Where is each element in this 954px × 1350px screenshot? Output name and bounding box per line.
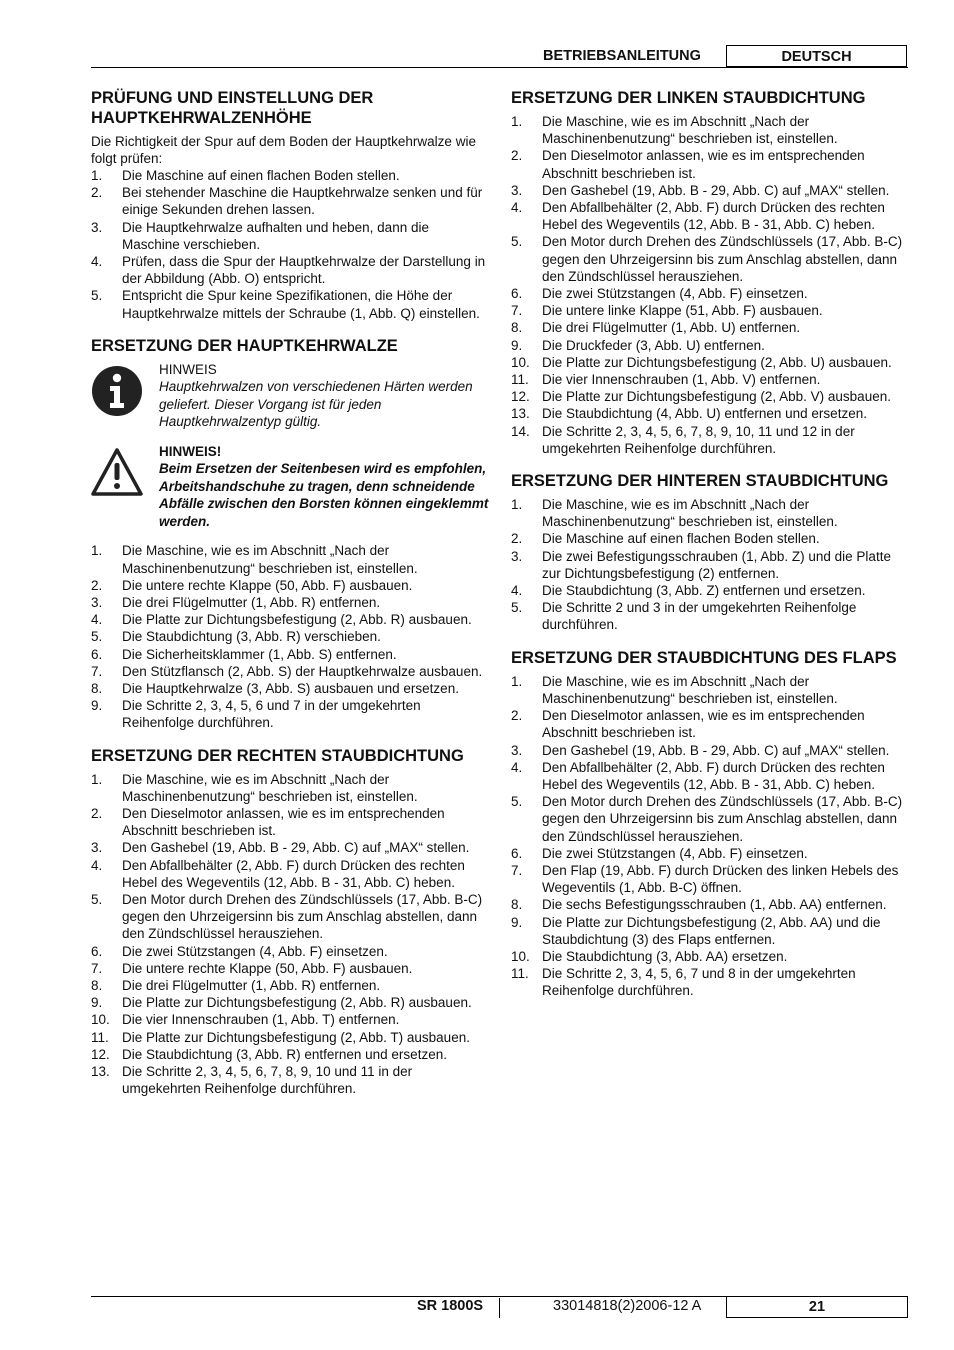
step-number: 6.	[511, 845, 523, 861]
step-text: Den Dieselmotor anlassen, wie es im entsprechenden Abschnitt beschrieben ist.	[542, 708, 865, 741]
list-item	[511, 673, 909, 707]
list-item	[511, 914, 909, 948]
step-number: 11.	[511, 966, 529, 982]
section-title: ERSETZUNG DER HINTEREN STAUBDICHTUNG	[511, 472, 889, 491]
step-number: 5.	[91, 891, 103, 907]
step-number: 8.	[511, 320, 523, 336]
step-number: 4.	[511, 200, 523, 216]
manual-title: BETRIEBSANLEITUNG	[543, 48, 701, 64]
list-item	[91, 680, 489, 697]
step-text: Die Platte zur Dichtungsbefestigung (2, Abb. R) ausbauen.	[122, 612, 472, 628]
step-number: 9.	[511, 337, 523, 353]
step-number: 6.	[511, 286, 523, 302]
list-item	[91, 542, 489, 576]
list-item	[91, 977, 489, 994]
step-number: 14.	[511, 423, 530, 439]
step-number: 5.	[91, 629, 103, 645]
step-text: Den Abfallbehälter (2, Abb. F) durch Drücken des rechten Hebel des Wegeventils (12, Abb. B - 31, Abb. C) heben.	[122, 857, 465, 890]
step-number: 2.	[511, 708, 523, 724]
list-item	[91, 611, 489, 628]
step-number: 10.	[511, 948, 530, 964]
step-text: Den Gashebel (19, Abb. B - 29, Abb. C) auf „MAX“ stellen.	[542, 182, 890, 198]
step-number: 2.	[511, 148, 523, 164]
list-item	[511, 599, 909, 633]
list-item	[511, 319, 909, 336]
section-rear-dust-seal	[511, 471, 909, 634]
list-item	[91, 960, 489, 977]
step-number: 9.	[91, 995, 103, 1011]
list-item	[91, 805, 489, 839]
step-text: Die zwei Stützstangen (4, Abb. F) einsetzen.	[542, 286, 808, 302]
step-text: Die Hauptkehrwalze aufhalten und heben, dann die Maschine verschieben.	[122, 219, 429, 252]
step-text: Die Maschine, wie es im Abschnitt „Nach der Maschinenbenutzung“ beschrieben ist, einstellen.	[122, 771, 418, 804]
list-item	[511, 302, 909, 319]
step-text: Die Schritte 2, 3, 4, 5, 6, 7 und 8 in der umgekehrten Reihenfolge durchführen.	[542, 966, 856, 999]
step-number: 8.	[91, 680, 103, 696]
list-item	[511, 948, 909, 965]
list-item	[91, 1046, 489, 1063]
step-text: Die Platte zur Dichtungsbefestigung (2, Abb. U) ausbauen.	[542, 354, 892, 370]
step-text: Den Stützflansch (2, Abb. S) der Hauptkehrwalze ausbauen.	[122, 663, 483, 679]
list-item	[511, 285, 909, 302]
list-item	[511, 582, 909, 599]
step-number: 7.	[511, 862, 523, 878]
step-number: 4.	[91, 612, 103, 628]
list-item	[91, 994, 489, 1011]
step-number: 6.	[91, 943, 103, 959]
list-item	[511, 199, 909, 233]
step-list	[91, 542, 489, 731]
step-number: 4.	[91, 254, 103, 270]
list-item	[91, 184, 489, 218]
list-item	[91, 219, 489, 253]
step-text: Die Staubdichtung (3, Abb. R) entfernen und ersetzen.	[122, 1046, 447, 1062]
step-text: Den Dieselmotor anlassen, wie es im entsprechenden Abschnitt beschrieben ist.	[122, 805, 445, 839]
step-number: 7.	[511, 303, 523, 319]
list-item	[91, 1063, 489, 1097]
list-item	[91, 697, 489, 731]
section-title: ERSETZUNG DER STAUBDICHTUNG DES FLAPS	[511, 648, 897, 667]
step-number: 5.	[91, 288, 103, 304]
document-reference: 33014818(2)2006-12 A	[553, 1298, 702, 1314]
list-item	[91, 1029, 489, 1046]
step-text: Die Sicherheitsklammer (1, Abb. S) entfernen.	[122, 646, 397, 662]
step-text: Die sechs Befestigungsschrauben (1, Abb. AA) entfernen.	[542, 897, 887, 913]
section-left-dust-seal	[511, 88, 909, 457]
step-text: Die zwei Stützstangen (4, Abb. F) einsetzen.	[542, 845, 808, 861]
step-number: 1.	[91, 543, 103, 559]
step-number: 7.	[91, 663, 103, 679]
info-label: HINWEIS	[159, 361, 217, 377]
step-text: Die Platte zur Dichtungsbefestigung (2, Abb. R) ausbauen.	[122, 995, 472, 1011]
list-item	[91, 839, 489, 856]
step-text: Die Maschine auf einen flachen Boden stellen.	[122, 168, 400, 183]
list-item	[511, 742, 909, 759]
warning-label: HINWEIS!	[159, 443, 222, 459]
step-text: Die untere rechte Klappe (50, Abb. F) ausbauen.	[122, 577, 413, 593]
step-text: Die Maschine, wie es im Abschnitt „Nach der Maschinenbenutzung“ beschrieben ist, einstellen.	[542, 673, 838, 706]
step-number: 2.	[91, 185, 103, 201]
step-number: 4.	[91, 857, 103, 873]
step-text: Die Hauptkehrwalze (3, Abb. S) ausbauen und ersetzen.	[122, 680, 459, 696]
language-label: DEUTSCH	[726, 45, 907, 67]
step-number: 11.	[91, 1029, 109, 1045]
step-number: 1.	[511, 497, 523, 513]
list-item	[511, 845, 909, 862]
step-text: Die Schritte 2, 3, 4, 5, 6, 7, 8, 9, 10, 11 und 12 in der umgekehrten Reihenfolge durchführen.	[542, 423, 855, 456]
warning-icon	[91, 447, 143, 499]
list-item	[91, 943, 489, 960]
warning-notice	[91, 443, 489, 531]
step-number: 1.	[511, 673, 523, 689]
step-text: Prüfen, dass die Spur der Hauptkehrwalze der Darstellung in der Abbildung (Abb. O) entspricht.	[122, 254, 486, 287]
section-right-dust-seal	[91, 746, 489, 1098]
list-item	[511, 113, 909, 147]
step-text: Die Staubdichtung (3, Abb. Z) entfernen und ersetzen.	[542, 583, 866, 599]
list-item	[511, 182, 909, 199]
step-list	[91, 771, 489, 1098]
step-number: 12.	[511, 389, 530, 405]
step-list	[91, 167, 489, 322]
step-text: Die zwei Befestigungsschrauben (1, Abb. Z) und die Platte zur Dichtungsbefestigung (2) entfernen.	[542, 548, 891, 581]
list-item	[511, 337, 909, 354]
step-text: Die Maschine, wie es im Abschnitt „Nach der Maschinenbenutzung“ beschrieben ist, einstellen.	[542, 497, 838, 530]
step-number: 1.	[511, 114, 523, 129]
list-item	[91, 253, 489, 287]
step-number: 8.	[91, 978, 103, 993]
step-text: Die Platte zur Dichtungsbefestigung (2, Abb. V) ausbauen.	[542, 389, 891, 405]
step-number: 7.	[91, 960, 103, 976]
list-item	[91, 646, 489, 663]
step-number: 6.	[91, 646, 103, 662]
step-text: Die Schritte 2 und 3 in der umgekehrten Reihenfolge durchführen.	[542, 600, 857, 633]
list-item	[91, 891, 489, 943]
section-flap-dust-seal	[511, 648, 909, 1000]
warning-text: Beim Ersetzen der Seitenbesen wird es empfohlen, Arbeitshandschuhe zu tragen, denn schneidende Abfälle zwischen den Borsten können eingeklemmt werden.	[159, 461, 489, 529]
step-number: 3.	[511, 182, 523, 198]
list-item	[511, 233, 909, 285]
list-item	[511, 147, 909, 181]
list-item	[91, 628, 489, 645]
list-item	[91, 287, 489, 321]
step-text: Die untere linke Klappe (51, Abb. F) ausbauen.	[542, 303, 823, 319]
step-number: 3.	[91, 594, 103, 610]
list-item	[511, 862, 909, 896]
list-item	[511, 896, 909, 913]
list-item	[91, 771, 489, 805]
model-name: SR 1800S	[417, 1298, 484, 1314]
step-number: 12.	[91, 1046, 110, 1062]
step-number: 8.	[511, 897, 523, 913]
step-text: Den Gashebel (19, Abb. B - 29, Abb. C) auf „MAX“ stellen.	[122, 840, 470, 856]
list-item	[91, 577, 489, 594]
section-main-broom-replacement	[91, 336, 489, 732]
list-item	[511, 548, 909, 582]
step-number: 4.	[511, 583, 523, 599]
step-text: Die drei Flügelmutter (1, Abb. U) entfernen.	[542, 320, 801, 336]
step-number: 5.	[511, 234, 523, 250]
step-text: Die drei Flügelmutter (1, Abb. R) entfernen.	[122, 594, 381, 610]
list-item	[511, 405, 909, 422]
step-text: Die Staubdichtung (3, Abb. R) verschieben.	[122, 629, 381, 645]
step-text: Den Flap (19, Abb. F) durch Drücken des linken Hebels des Wegeventils (1, Abb. B-C) öffnen.	[542, 862, 899, 896]
list-item	[511, 707, 909, 741]
step-text: Den Abfallbehälter (2, Abb. F) durch Drücken des rechten Hebel des Wegeventils (12, Abb. B - 31, Abb. C) heben.	[542, 200, 885, 233]
step-number: 13.	[511, 406, 530, 422]
left-column	[91, 88, 489, 1111]
list-item	[91, 594, 489, 611]
info-text: Hauptkehrwalzen von verschiedenen Härten werden geliefert. Dieser Vorgang ist für jeden Hauptkehrwalzentyp gültig.	[159, 379, 473, 430]
step-text: Die Staubdichtung (3, Abb. AA) ersetzen.	[542, 948, 788, 964]
step-text: Den Abfallbehälter (2, Abb. F) durch Drücken des rechten Hebel des Wegeventils (12, Abb. B - 31, Abb. C) heben.	[542, 759, 885, 792]
step-text: Den Dieselmotor anlassen, wie es im entsprechenden Abschnitt beschrieben ist.	[542, 148, 865, 181]
step-text: Die Maschine auf einen flachen Boden stellen.	[542, 531, 820, 547]
step-text: Die vier Innenschrauben (1, Abb. V) entfernen.	[542, 372, 821, 388]
step-number: 9.	[511, 914, 523, 930]
list-item	[511, 793, 909, 845]
step-list	[511, 673, 909, 1000]
step-text: Die untere rechte Klappe (50, Abb. F) ausbauen.	[122, 960, 413, 976]
step-text: Den Gashebel (19, Abb. B - 29, Abb. C) auf „MAX“ stellen.	[542, 742, 890, 758]
info-icon	[91, 365, 143, 417]
step-number: 3.	[91, 219, 103, 235]
info-notice	[91, 361, 489, 431]
step-text: Die zwei Stützstangen (4, Abb. F) einsetzen.	[122, 943, 388, 959]
step-number: 10.	[511, 354, 530, 370]
step-text: Die Staubdichtung (4, Abb. U) entfernen und ersetzen.	[542, 406, 867, 422]
list-item	[91, 857, 489, 891]
list-item	[511, 759, 909, 793]
step-number: 2.	[91, 805, 103, 821]
step-text: Die Platte zur Dichtungsbefestigung (2, Abb. AA) und die Staubdichtung (3) des Flaps entfernen.	[542, 914, 881, 947]
step-text: Bei stehender Maschine die Hauptkehrwalze senken und für einige Sekunden drehen lassen.	[122, 185, 483, 218]
list-item	[91, 167, 489, 184]
right-column	[511, 88, 909, 1014]
step-number: 9.	[91, 698, 103, 714]
step-number: 13.	[91, 1064, 110, 1080]
step-text: Die drei Flügelmutter (1, Abb. R) entfernen.	[122, 978, 381, 993]
step-text: Die Schritte 2, 3, 4, 5, 6 und 7 in der umgekehrten Reihenfolge durchführen.	[122, 698, 421, 731]
list-item	[511, 371, 909, 388]
section-title: ERSETZUNG DER HAUPTKEHRWALZE	[91, 336, 398, 355]
list-item	[511, 354, 909, 371]
list-item	[511, 530, 909, 547]
step-number: 1.	[91, 168, 103, 183]
list-item	[511, 388, 909, 405]
step-text: Die Platte zur Dichtungsbefestigung (2, Abb. T) ausbauen.	[122, 1029, 470, 1045]
step-text: Die Schritte 2, 3, 4, 5, 6, 7, 8, 9, 10 und 11 in der umgekehrten Reihenfolge durchführen.	[122, 1064, 413, 1097]
step-number: 2.	[91, 577, 103, 593]
section-title: ERSETZUNG DER RECHTEN STAUBDICHTUNG	[91, 746, 464, 765]
step-text: Die Maschine, wie es im Abschnitt „Nach der Maschinenbenutzung“ beschrieben ist, einstellen.	[542, 114, 838, 147]
step-list	[511, 496, 909, 634]
step-text: Den Motor durch Drehen des Zündschlüssels (17, Abb. B-C) gegen den Uhrzeigersinn bis zum Anschlag abstellen, dann den Zündschlüssel herausziehen.	[542, 794, 903, 844]
step-number: 3.	[511, 548, 523, 564]
step-text: Die vier Innenschrauben (1, Abb. T) entfernen.	[122, 1012, 400, 1028]
step-number: 5.	[511, 600, 523, 616]
step-number: 4.	[511, 759, 523, 775]
section-intro: Die Richtigkeit der Spur auf dem Boden der Hauptkehrwalze wie folgt prüfen:	[91, 134, 476, 166]
list-item	[91, 1011, 489, 1028]
list-item	[91, 663, 489, 680]
page-number: 21	[726, 1296, 908, 1318]
step-number: 2.	[511, 531, 523, 547]
step-number: 1.	[91, 771, 103, 787]
section-height-adjustment	[91, 88, 489, 322]
step-number: 3.	[91, 840, 103, 856]
footer-separator	[499, 1298, 500, 1318]
step-number: 3.	[511, 742, 523, 758]
list-item	[511, 496, 909, 530]
step-text: Entspricht die Spur keine Spezifikationen, die Höhe der Hauptkehrwalze mittels der Schraube (1, Abb. Q) einstellen.	[122, 288, 480, 321]
step-number: 11.	[511, 372, 529, 388]
section-title: PRÜFUNG UND EINSTELLUNG DER HAUPTKEHRWALZENHÖHE	[91, 89, 374, 127]
list-item	[511, 965, 909, 999]
step-text: Die Druckfeder (3, Abb. U) entfernen.	[542, 337, 765, 353]
step-text: Die Maschine, wie es im Abschnitt „Nach der Maschinenbenutzung“ beschrieben ist, einstellen.	[122, 543, 418, 576]
step-text: Den Motor durch Drehen des Zündschlüssels (17, Abb. B-C) gegen den Uhrzeigersinn bis zum Anschlag abstellen, dann den Zündschlüssel herausziehen.	[542, 234, 903, 284]
header-divider	[91, 67, 908, 68]
section-title: ERSETZUNG DER LINKEN STAUBDICHTUNG	[511, 89, 866, 107]
step-number: 5.	[511, 794, 523, 810]
list-item	[511, 423, 909, 457]
step-list	[511, 113, 909, 457]
step-number: 10.	[91, 1012, 110, 1028]
step-text: Den Motor durch Drehen des Zündschlüssels (17, Abb. B-C) gegen den Uhrzeigersinn bis zum Anschlag abstellen, dann den Zündschlüssel herausziehen.	[122, 891, 483, 942]
